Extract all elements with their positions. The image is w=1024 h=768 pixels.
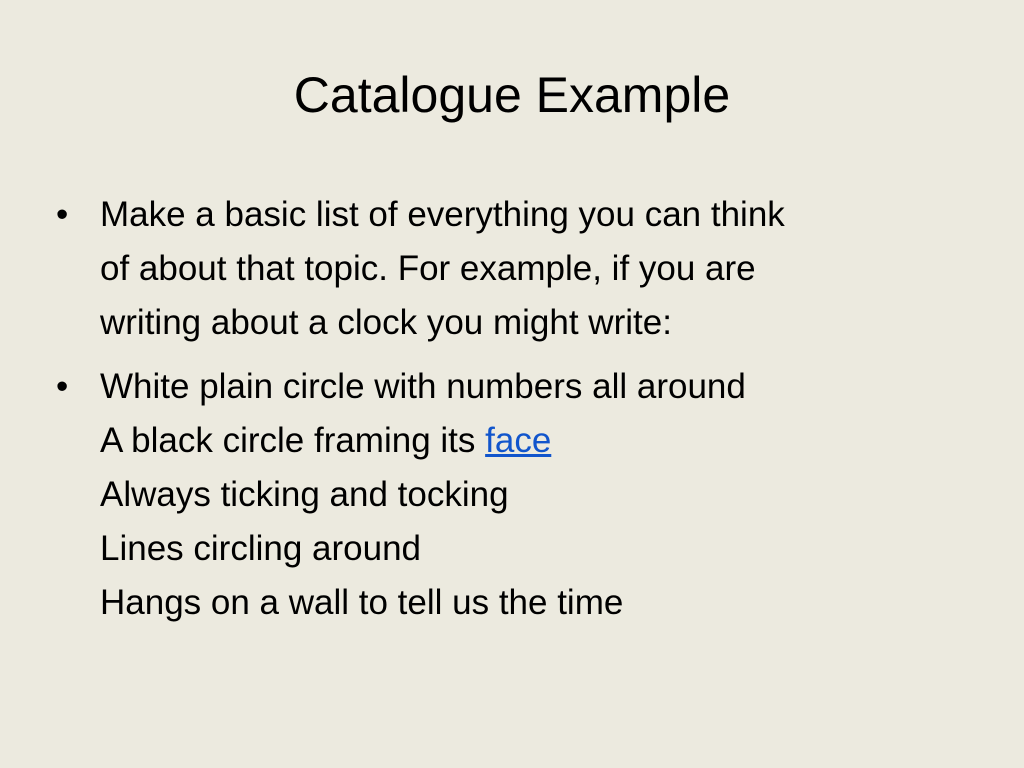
bullet-line-text: A black circle framing its <box>100 421 486 460</box>
bullet-marker: • <box>56 367 69 406</box>
bullet-line: Hangs on a wall to tell us the time <box>100 583 624 622</box>
bullet-line: of about that topic. For example, if you are <box>100 249 756 288</box>
bullet-line: Make a basic list of everything you can think <box>100 195 785 234</box>
bullet-list <box>56 188 960 640</box>
bullet-line: White plain circle with numbers all around <box>100 367 746 406</box>
bullet-item-intro <box>56 188 960 350</box>
bullet-marker: • <box>56 195 69 234</box>
bullet-line-with-link <box>100 414 960 468</box>
face-link[interactable]: face <box>485 421 552 460</box>
bullet-line: Lines circling around <box>100 529 422 568</box>
bullet-line: writing about a clock you might write: <box>100 303 672 342</box>
bullet-line: Always ticking and tocking <box>100 475 509 514</box>
bullet-item-clock-list <box>56 360 960 630</box>
slide-title: Catalogue Example <box>293 67 731 123</box>
